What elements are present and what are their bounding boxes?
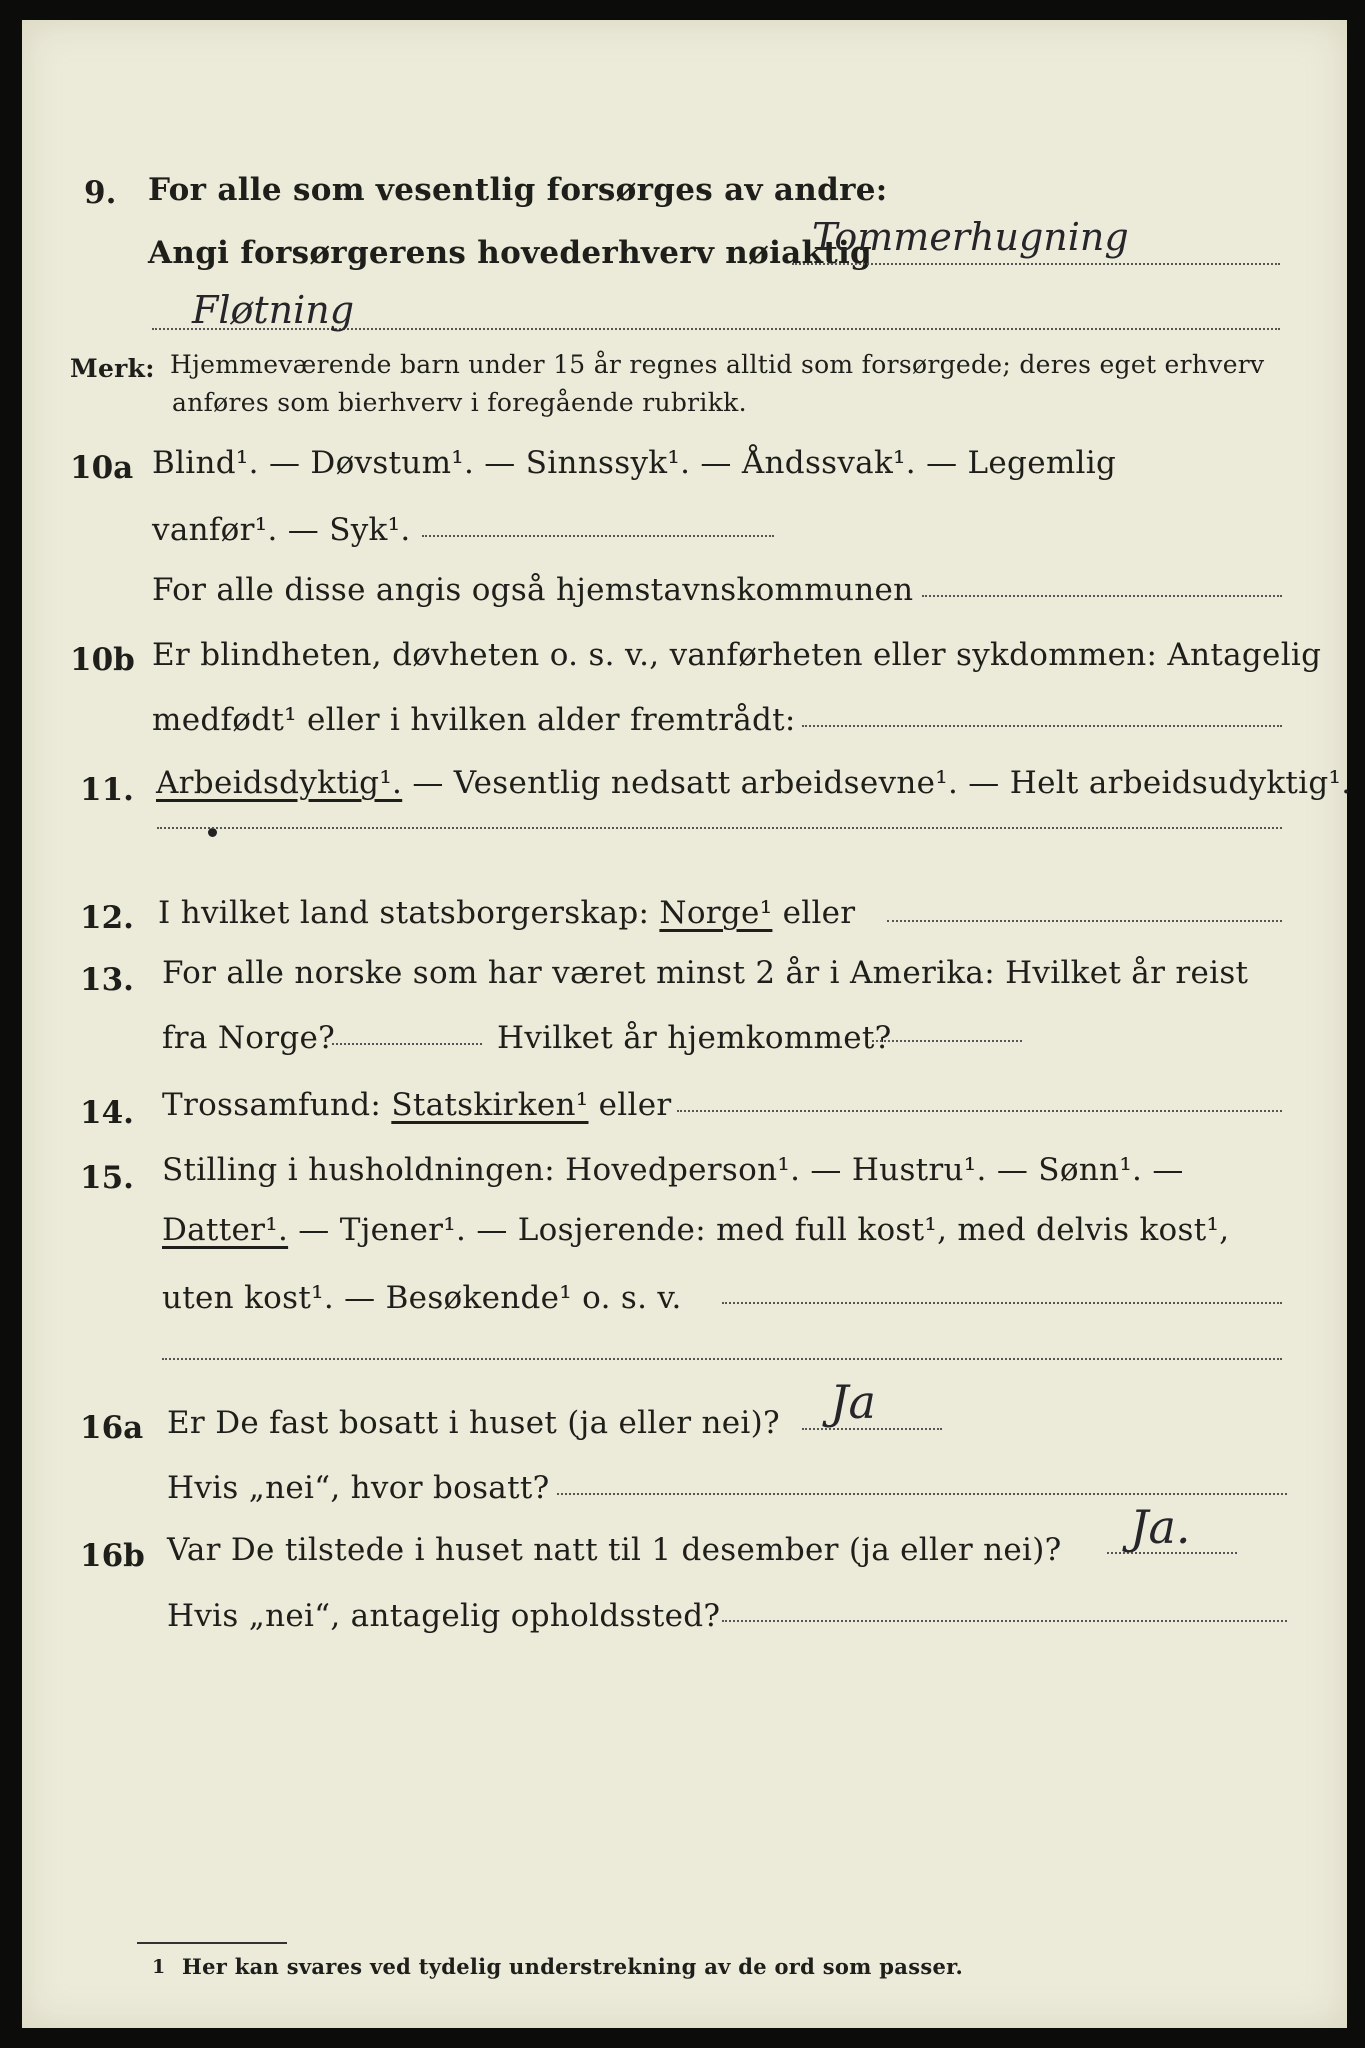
q14-prefix: Trossamfund: xyxy=(162,1087,382,1123)
q10b-line-2: medfødt¹ eller i hvilken alder fremtrådt: xyxy=(152,702,796,738)
q13-line-2a: fra Norge? xyxy=(162,1020,336,1056)
q14-line xyxy=(162,1087,672,1123)
census-form-page xyxy=(22,20,1352,2028)
q10a-line-2: vanfør¹. — Syk¹. xyxy=(152,512,411,548)
q9-handwritten-answer-2: Fløtning xyxy=(192,288,355,332)
q14-suffix: eller xyxy=(598,1087,672,1123)
footnote-text: Her kan svares ved tydelig understrekning av de ord som passer. xyxy=(182,1954,964,1979)
q12-prefix: I hvilket land statsborgerskap: xyxy=(158,895,650,931)
q10b-answer-line xyxy=(802,725,1282,727)
q16b-answer-line-2 xyxy=(722,1620,1287,1622)
q13-line-1: For alle norske som har været minst 2 år i Amerika: Hvilket år reist xyxy=(162,955,1249,991)
q16a-number: 16a xyxy=(80,1410,144,1446)
q11-answer-line xyxy=(157,827,1282,829)
q15-line-2 xyxy=(162,1212,1229,1248)
q15-number: 15. xyxy=(80,1160,134,1196)
q16b-handwritten-answer: Ja. xyxy=(1130,1500,1191,1554)
q14-number: 14. xyxy=(80,1095,134,1131)
q10a-answer-line-2 xyxy=(922,595,1282,597)
q9-handwritten-answer-1: Tommerhugning xyxy=(812,215,1129,259)
q13-answer-line-1 xyxy=(332,1043,482,1045)
q16a-line-2: Hvis „nei“, hvor bosatt? xyxy=(167,1470,550,1506)
q11-ink-dot xyxy=(208,828,217,837)
q10a-line-3: For alle disse angis også hjemstavnskommunen xyxy=(152,572,914,608)
q10a-number: 10a xyxy=(70,450,134,486)
q10a-answer-line-1 xyxy=(422,535,774,537)
q15-answer-line-2 xyxy=(162,1358,1282,1360)
merk-label: Merk: xyxy=(70,354,155,383)
q11-underlined-option: Arbeidsdyktig¹. xyxy=(156,765,403,801)
q16b-number: 16b xyxy=(80,1538,145,1574)
q9-heading: For alle som vesentlig forsørges av andre: xyxy=(148,172,888,208)
q10b-number: 10b xyxy=(70,642,135,678)
q15-answer-line-1 xyxy=(722,1302,1282,1304)
q15-line-3: uten kost¹. — Besøkende¹ o. s. v. xyxy=(162,1280,682,1316)
q16b-line-2: Hvis „nei“, antagelig opholdssted? xyxy=(167,1598,721,1634)
footnote-rule xyxy=(137,1942,287,1944)
merk-text-1: Hjemmeværende barn under 15 år regnes alltid som forsørgede; deres eget erhverv xyxy=(170,350,1265,379)
q16a-answer-line-2 xyxy=(557,1493,1287,1495)
q12-number: 12. xyxy=(80,900,134,936)
q15-underlined-option: Datter¹. xyxy=(162,1212,289,1248)
q11-rest: — Vesentlig nedsatt arbeidsevne¹. — Helt arbeidsudyktig¹. xyxy=(402,765,1352,801)
q15-line-2-rest: — Tjener¹. — Losjerende: med full kost¹, med delvis kost¹, xyxy=(288,1212,1230,1248)
q12-line xyxy=(158,895,855,931)
q14-answer-line xyxy=(677,1110,1282,1112)
q10b-line-1: Er blindheten, døvheten o. s. v., vanførheten eller sykdommen: Antagelig xyxy=(152,637,1322,673)
q12-underlined-option: Norge¹ xyxy=(659,895,773,931)
q9-number: 9. xyxy=(84,175,117,211)
q15-line-1: Stilling i husholdningen: Hovedperson¹. — Hustru¹. — Sønn¹. — xyxy=(162,1152,1184,1188)
q16a-line-1: Er De fast bosatt i huset (ja eller nei)? xyxy=(167,1405,780,1441)
q11-line xyxy=(156,765,1351,801)
q11-number: 11. xyxy=(80,772,134,808)
q16b-line-1: Var De tilstede i huset natt til 1 desember (ja eller nei)? xyxy=(167,1532,1062,1568)
q9-prompt: Angi forsørgerens hovederhverv nøiaktig xyxy=(148,235,873,271)
q9-answer-line xyxy=(792,263,1280,265)
q13-line-2b: Hvilket år hjemkommet? xyxy=(497,1020,892,1056)
q16a-handwritten-answer: Ja xyxy=(830,1375,876,1429)
q13-number: 13. xyxy=(80,962,134,998)
q14-underlined-option: Statskirken¹ xyxy=(391,1087,589,1123)
q12-suffix: eller xyxy=(782,895,856,931)
q13-answer-line-2 xyxy=(872,1040,1022,1042)
q10a-line-1: Blind¹. — Døvstum¹. — Sinnssyk¹. — Åndssvak¹. — Legemlig xyxy=(152,445,1117,481)
q12-answer-line xyxy=(887,920,1282,922)
footnote-mark: 1 xyxy=(152,1956,166,1978)
merk-text-2: anføres som bierhverv i foregående rubrikk. xyxy=(172,388,747,417)
